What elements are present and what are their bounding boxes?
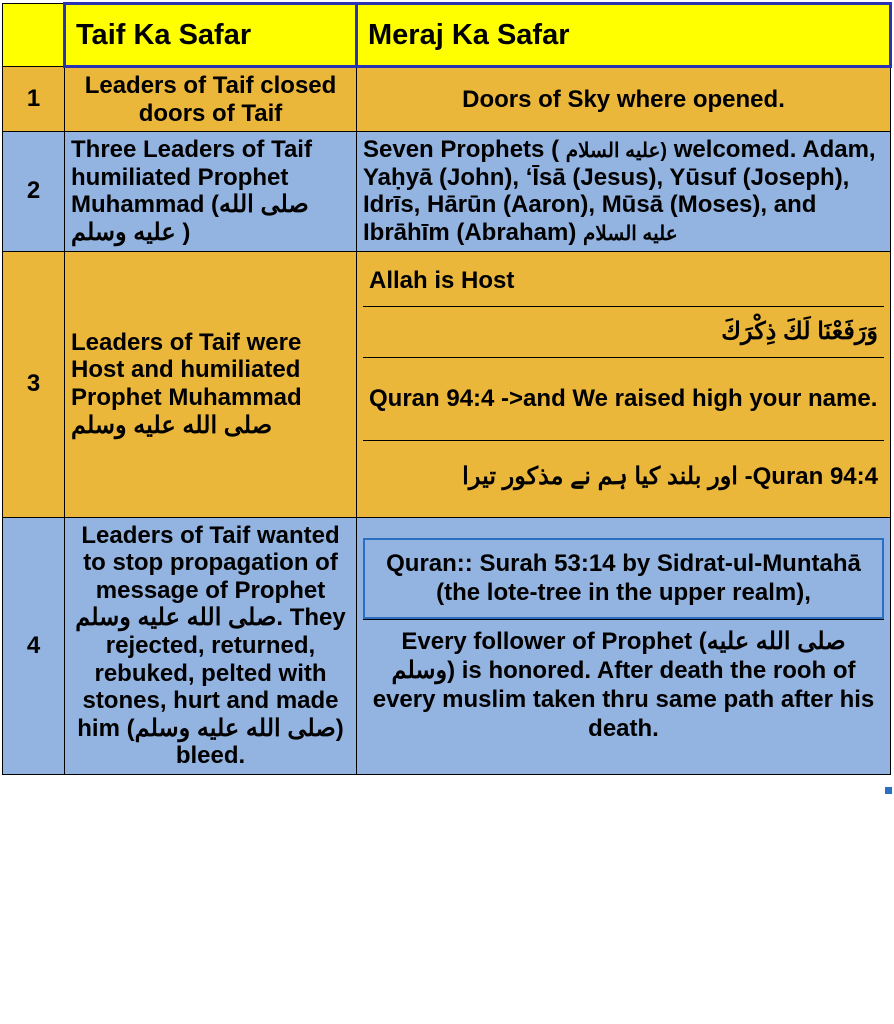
header-cell-meraj: Meraj Ka Safar: [357, 4, 891, 67]
header-cell-taif: Taif Ka Safar: [65, 4, 357, 67]
row-3-sub-row: [363, 440, 884, 513]
selection-handle-dot: [885, 787, 892, 794]
table-header-row: [3, 4, 891, 67]
row-3-sub-row: [363, 256, 884, 307]
row-number-4: 4: [3, 517, 65, 774]
row-2-meraj-text: [357, 132, 891, 251]
table-row: [3, 132, 891, 251]
row-2-line1: Seven Prophets (: [363, 136, 566, 164]
row-2-taif-text: Three Leaders of Taif humiliated Prophet Muhammad (صلى الله عليه وسلم ): [65, 132, 357, 251]
table-row: [3, 67, 891, 132]
row-4-taif-text: Leaders of Taif wanted to stop propagation of message of Prophet صلى الله عليه وسلم. They rejected, returned, rebuked, pelted with stones, hurt and made him (صلى الله عليه وسلم) bleed.: [65, 517, 357, 774]
table-row: [3, 251, 891, 517]
row-3-meraj-cell: [357, 251, 891, 517]
row-2-arabic-alayhissalam-2: عليه السلام: [583, 222, 678, 245]
row-number-3: 3: [3, 251, 65, 517]
table-row: [3, 517, 891, 774]
row-3-subtable: [363, 256, 884, 513]
row-2-line2: welcomed. Adam, Yaḥyā (John), ʻĪsā (Jesus), Yūsuf (Joseph), Idrīs, Hārūn (Aaron), Mūsā (Moses), and Ibrāhīm (Abraham): [363, 136, 876, 246]
row-3-taif-text: Leaders of Taif were Host and humiliated Prophet Muhammad صلى الله عليه وسلم: [65, 251, 357, 517]
row-4-meraj-cell: [357, 517, 891, 774]
header-cell-number: [3, 4, 65, 67]
row-3-quran-translation-en: Quran 94:4 ->and We raised high your name.: [363, 357, 884, 440]
row-1-meraj-text: Doors of Sky where opened.: [357, 67, 891, 132]
row-3-sub-row: [363, 357, 884, 440]
row-3-quran-arabic: وَرَفَعْنَا لَكَ ذِكْرَكَ: [363, 306, 884, 357]
row-2-arabic-alayhissalam-1: عليه السلام): [565, 140, 668, 163]
row-3-quran-translation-ur: Quran 94:4- اور بلند کیا ہم نے مذکور تیرا: [363, 440, 884, 513]
row-4-follower-text: Every follower of Prophet (صلى الله عليه وسلم) is honored. After death the rooh of every muslim taken thru same path after his death.: [363, 619, 884, 753]
row-number-2: 2: [3, 132, 65, 251]
row-number-1: 1: [3, 67, 65, 132]
row-1-taif-text: Leaders of Taif closed doors of Taif: [65, 67, 357, 132]
row-4-quran-box: Quran:: Surah 53:14 by Sidrat-ul-Muntahā (the lote-tree in the upper realm),: [363, 538, 884, 620]
row-3-sub-row: [363, 306, 884, 357]
row-3-allah-is-host: Allah is Host: [363, 256, 884, 307]
comparison-table: [2, 2, 892, 775]
